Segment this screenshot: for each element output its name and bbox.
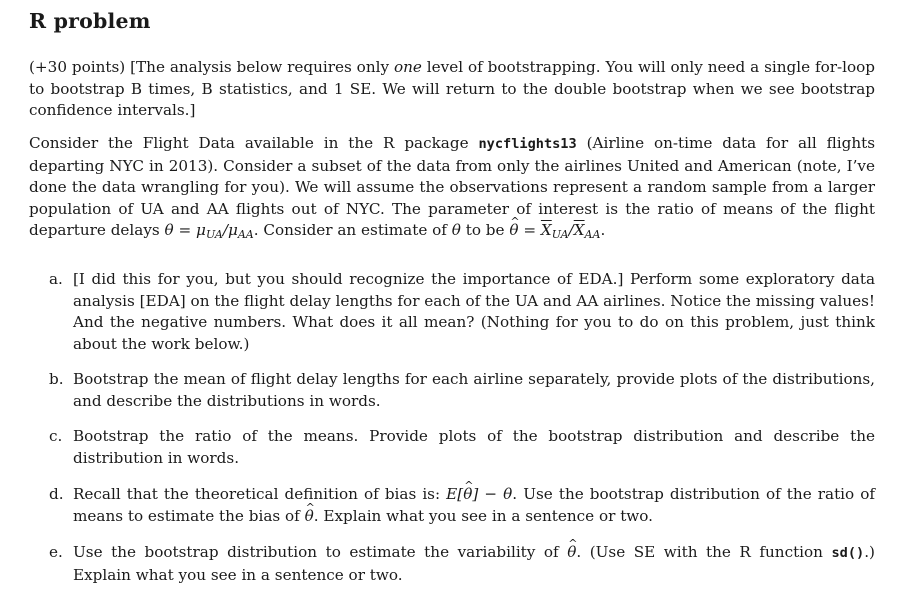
intro-emphasis: one: [393, 58, 422, 76]
list-item: [49, 542, 875, 586]
list-item: [49, 369, 875, 412]
item-label: d.: [49, 485, 64, 503]
package-name: nycflights13: [478, 136, 577, 152]
item-e-part2: . (Use SE with the R function: [576, 543, 832, 561]
context-part2: (Airline on-time data for all flights departing NYC in 2013). Consider a subset of the data from only the airlines United and American (note, I’ve done the data wrangling for you). We will assume the observations represent a random sample from a larger population of UA and AA flights out of NYC. The parameter of interest is the ratio of means of the flight departure delays: [29, 134, 876, 240]
item-text: [I did this for you, but you should recognize the importance of EDA.] Perform some exploratory data analysis [EDA] on the flight delay lengths for each of the UA and AA airlines. Notice the missing values! And the negative numbers. What does it all mean? (Nothing for you to do on this problem, just think about the work below.): [73, 270, 875, 353]
item-d-part3: . Explain what you see in a sentence or two.: [313, 506, 653, 525]
estimator-definition: ^ $\theta = \overline{X}_{UA}/\overline{X}_{AA}$: [509, 221, 600, 239]
parameter-definition: $\theta = \mu_{UA}/\mu_{AA}$: [164, 221, 254, 242]
item-label: e.: [49, 543, 63, 561]
item-label: b.: [49, 370, 64, 388]
context-part1: Consider the Flight Data available in the R package: [29, 134, 479, 152]
list-item: [49, 426, 875, 469]
item-e-part3: .) Explain what you see in a sentence or two.: [73, 543, 875, 584]
item-label: c.: [49, 427, 63, 445]
list-item: [49, 484, 875, 527]
item-d-part1: Recall that the theoretical definition of bias is:: [73, 485, 447, 503]
page-title: R problem: [29, 9, 151, 33]
item-text: [73, 542, 875, 586]
context-paragraph: Consider the Flight Data available in the R package nycflights13 (Airline on-time data for all flights departing NYC in 2013). Consider a subset of the data from only the airlines United and American (note, I’ve done the data wrangling for you). We will assume the observations represent a random sample from a larger population of UA and AA flights out of NYC. The parameter of interest is the ratio of means of the flight departure delays $\theta = \mu_{UA}/\mu_{AA}$. Consider an estimate of θ to be ^ $\theta = \overline{X}_{UA}/\overline{X}_{AA}$.: [29, 133, 875, 246]
sd-function: sd(): [831, 545, 865, 561]
list-item: [49, 269, 875, 355]
item-d-part2: . Use the bootstrap distribution of the ratio of means to estimate the bias of: [73, 485, 876, 525]
theta-symbol: θ: [451, 221, 461, 240]
theta-hat-symbol: ^ θ: [567, 542, 576, 564]
item-text: [73, 484, 875, 527]
bias-formula: E[^ θ] − θ: [446, 485, 512, 503]
item-text: Bootstrap the ratio of the means. Provide plots of the bootstrap distribution and describe the distribution in words.: [73, 427, 875, 467]
item-label: a.: [49, 270, 63, 288]
item-text: Bootstrap the mean of flight delay lengths for each airline separately, provide plots of the distributions, and describe the distributions in words.: [73, 370, 875, 410]
context-part3: . Consider an estimate of: [253, 221, 452, 240]
intro-paragraph: [29, 57, 875, 122]
item-e-part1: Use the bootstrap distribution to estimate the variability of: [73, 543, 568, 561]
context-part4: to be: [460, 221, 510, 240]
intro-points: (+30 points) [The analysis below requires only: [29, 58, 394, 76]
intro-rest: level of bootstrapping. You will only need a single for-loop to bootstrap B times, B statistics, and 1 SE. We will return to the double bootstrap when we see bootstrap confidence intervals.]: [29, 58, 876, 120]
theta-hat-symbol: ^ θ: [305, 506, 314, 528]
